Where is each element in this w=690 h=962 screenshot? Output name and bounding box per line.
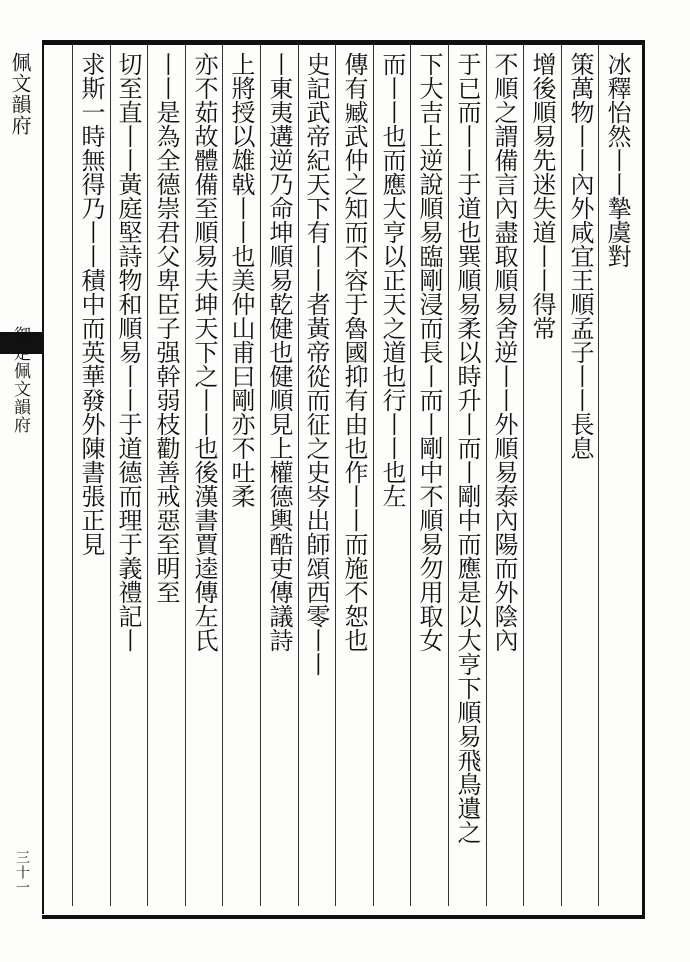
text-column: 于已而丨丨于道也巽順易柔以時升丨而丨剛中而應是以大亨下順易飛鳥遺之 (453, 52, 481, 844)
gutter-full-title: 御定佩文韻府 (10, 326, 30, 434)
text-column: 切至直丨丨黃庭堅詩物和順易丨丨于道德而理于義禮記丨 (114, 52, 142, 652)
gutter-book-title: 佩文韻府 (8, 52, 32, 136)
column-rule (598, 44, 599, 906)
column-rule (523, 44, 524, 906)
text-column: 不順之謂備言內盡取順易舍逆丨丨外順易泰內陽而外陰內 (490, 52, 518, 652)
column-rule (185, 44, 186, 906)
column-rule (410, 44, 411, 906)
text-column: 丨東夷遘逆乃命坤順易乾健也健順見上權德輿酷吏傳議詩 (265, 52, 293, 652)
text-column: 冰釋怡然丨丨摯虞對 (603, 52, 631, 268)
text-column: 傳有臧武仲之知而不容于魯國抑有由也作丨丨而施不恕也 (340, 52, 368, 652)
column-rule (373, 44, 374, 906)
column-rule (260, 44, 261, 906)
page-gutter (0, 40, 44, 914)
column-rule (448, 44, 449, 906)
text-column: 增後順易先迷失道丨丨得常 (528, 52, 556, 340)
text-column: 策萬物丨丨內外咸宜王順孟子丨丨長息 (566, 52, 594, 460)
text-column: 丨丨是為全德崇君父卑臣子强幹弱枝勸善戒惡至明至 (152, 52, 180, 604)
text-column: 史記武帝紀天下有丨丨者黃帝從而征之史岑出師頌西零丨丨 (302, 52, 330, 676)
text-column: 上將授以雄戟丨丨也美仲山甫曰剛亦不吐柔 (227, 52, 255, 508)
text-column: 而丨丨也而應大亨以正天之道也行丨丨也左 (378, 52, 406, 508)
text-column: 下大吉上逆說順易臨剛浸而長丨而丨剛中不順易勿用取女 (415, 52, 443, 652)
column-rule (72, 44, 73, 906)
text-column: 求斯一時無得乃丨丨積中而英華發外陳書張正見 (77, 52, 105, 556)
column-rule (335, 44, 336, 906)
gutter-folio-number: 三十一 (14, 850, 30, 895)
text-column: 亦不茹故體備至順易夫坤天下之丨丨也後漢書賈逵傳左氏 (190, 52, 218, 652)
column-rule (222, 44, 223, 906)
column-rule (147, 44, 148, 906)
column-rule (561, 44, 562, 906)
